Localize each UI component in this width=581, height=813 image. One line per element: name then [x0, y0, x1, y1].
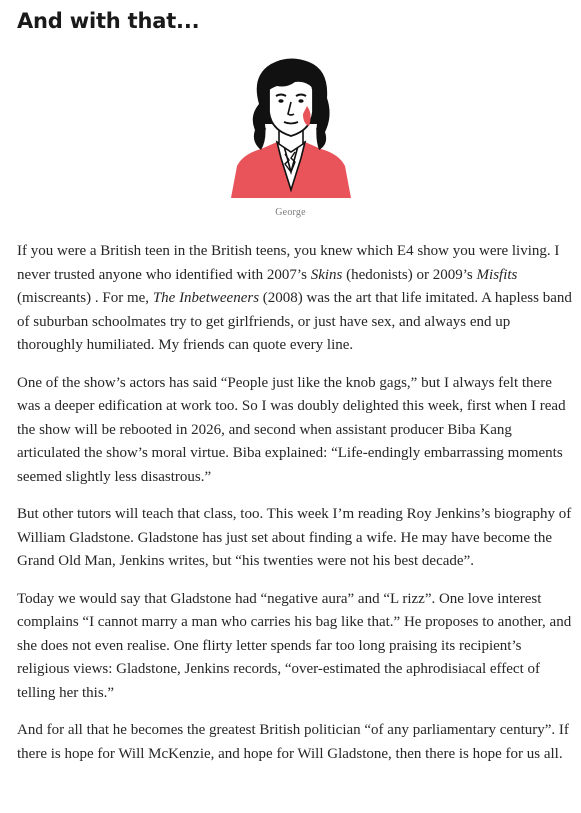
eye-left [278, 99, 283, 103]
eye-right [298, 99, 303, 103]
paragraph-1-text-b: (hedonists) or 2009’s [342, 266, 477, 283]
portrait-illustration-icon [229, 54, 353, 198]
show-title-inbetweeners: The Inbetweeners [152, 290, 260, 306]
author-figure [0, 54, 581, 218]
paragraph-1-text-d: (2008) was the art that life imitated. A hapless band of suburban schoolmates try to get girlfriends, or just have sex, and always end up thoroughly humiliated. My friends can quote every line. [17, 290, 572, 353]
paragraph-1-text-a: If you were a British teen in the British teens, you knew which E4 show you were living. I never trusted anyone who identified with 2007’s [17, 243, 560, 283]
paragraph-2: One of the show’s actors has said “People just like the knob gags,” but I always felt there was a deeper edification at work too. So I was doubly delighted this week, first when I read the show will be rebooted in 2026, and second when assistant producer Biba Kang articulated the show’s moral virtue. Biba explained: “Life-endingly embarrassing moments seemed slightly less disastrous.” [17, 374, 566, 485]
paragraph-1-text-c: (miscreants) . For me, [17, 290, 153, 306]
paragraph-4: Today we would say that Gladstone had “negative aura” and “L rizz”. One love interest complains “I cannot marry a man who carries his bag like that.” He proposes to another, and she does not even realise. One flirty letter spends far too long praising its recipient’s religious views: Gladstone, Jenkins records, “over-estimated the aphrodisiacal effect of telling her this.” [17, 590, 572, 701]
article-body [17, 240, 577, 780]
paragraph-1 [17, 240, 577, 358]
figure-caption: George [275, 207, 306, 218]
paragraph-3: But other tutors will teach that class, too. This week I’m reading Roy Jenkins’s biography of William Gladstone. Gladstone has just set about finding a wife. He may have become the Grand Old Man, Jenkins writes, but “his twenties were not his best decade”. [17, 506, 572, 569]
show-title-misfits: Misfits [476, 266, 518, 283]
section-heading: And with that... [17, 9, 200, 33]
paragraph-5: And for all that he becomes the greatest British politician “of any parliamentary century”. If there is hope for Will McKenzie, and hope for Will Gladstone, then there is hope for us all. [17, 722, 569, 762]
show-title-skins: Skins [310, 266, 343, 283]
